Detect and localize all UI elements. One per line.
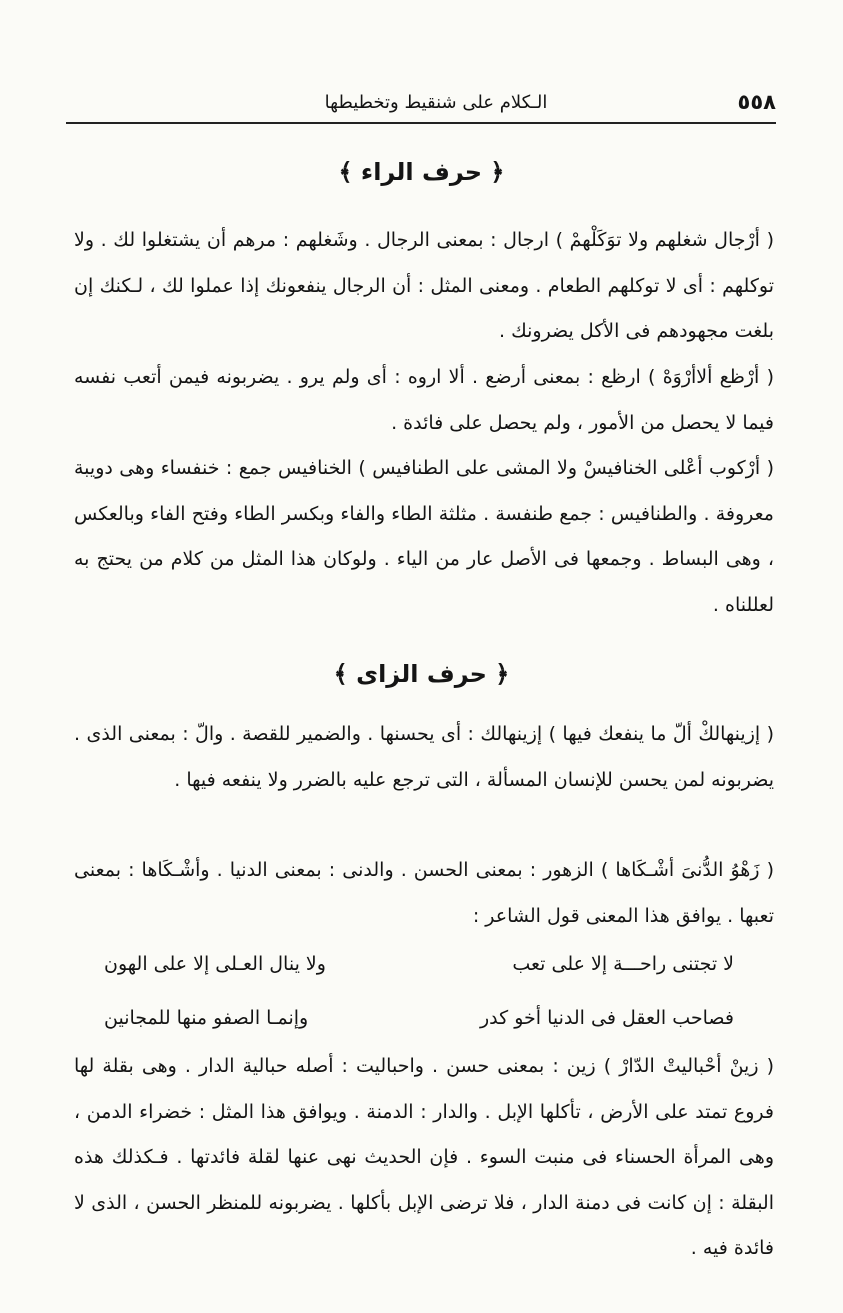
paragraph-zay-3: ( زينْ أحْباليتْ الدّارْ ) زين : بمعنى حسن . واحباليت : أصله حبالية الدار . وهى بقلة لها فروع تمتد على الأرض ، تأكلها الإبل . والدار : الدمنة . ويوافق هذا المثل : خضراء الدمن ، وهى المرأة الحسناء فى منبت السوء . فإن الحديث نهى عنها لقلة فائدتها . فـكذلك هذه البقلة : إن كانت فى دمنة الدار ، فلا ترضى الإبل بأكلها . يضربونه للمنظر الحسن ، الذى لا فائدة فيه . [74,1055,774,1259]
paragraph-zay-1: ( إزينهالكْ ألّ ما ينفعك فيها ) إزينهالك : أى يحسنها . والضمير للقصة . والّ : بمعنى الذى . يضربونه لمن يحسن للإنسان المسألة ، التى ترجع عليه بالضرر ولا ينفعه فيها . [74,723,774,791]
section-heading-zay: ﴿ حرف الزاى ﴾ [333,660,510,688]
verse-line [74,944,774,984]
paragraph-ra-2: ( أرْظع ألاأرْوَهْ ) ارظع : بمعنى أرضع . ألا اروه : أى ولم يرو . يضربونه فيمن أتعب نفسه فيما لا يحصل من الأمور ، ولم يحصل على فائدة . [74,366,774,434]
verse-line [74,998,774,1038]
verse-second-hemistich: وإنمـا الصفو منها للمجانين [104,1007,309,1029]
section-heading-ra: ﴿ حرف الراء ﴾ [338,158,505,186]
verse-second-hemistich: ولا ينال العـلى إلا على الهون [104,953,326,975]
paragraph-ra-3: ( أرْكوب أعْلى الخنافيسْ ولا المشى على الطنافيس ) الخنافيس جمع : خنفساء وهى دويبة معروفة . والطنافيس : جمع طنفسة . مثلثة الطاء والفاء وبكسر الطاء وفتح الفاء وبالعكس ، وهى البساط . وجمعها فى الأصل عار من الياء . ولوكان هذا المثل من كلام من يحتج به لعللناه . [74,457,774,616]
page-number: ٥٥٨ [737,90,776,114]
verse-first-hemistich: لا تجتنى راحـــة إلا على تعب [512,953,734,975]
paragraph-ra-1: ( أرْجال شغلهم ولا توَكَلْهمْ ) ارجال : بمعنى الرجال . وشَغلهم : مرهم أن يشتغلوا لك . ولا توكلهم : أى لا توكلهم الطعام . ومعنى المثل : أن الرجال ينفعونك إذا عملوا لك ، لـكنك إن بلغت مجهودهم فى الأكل يضرونك . [74,229,774,342]
verse-first-hemistich: فصاحب العقل فى الدنيا أخو كدر [480,1007,734,1029]
page-header [66,86,776,124]
paragraph-zay-2: ( زَهْوُ الدُّنىَ أشْـكَاها ) الزهور : بمعنى الحسن . والدنى : بمعنى الدنيا . وأشْـكَاها : بمعنى تعبها . يوافق هذا المعنى قول الشاعر : [74,859,774,927]
running-title: الـكلام على شنقيط وتخطيطها [324,92,548,113]
